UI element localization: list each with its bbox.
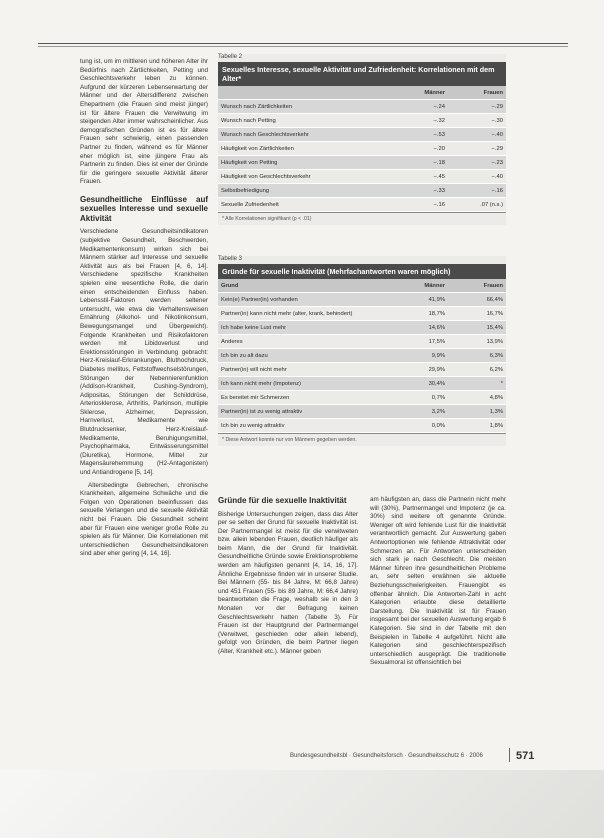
left-paragraph-1: tung ist, um im mittleren und höheren Alter ihr Bedürfnis nach Zärtlichkeiten, Petting und Geschlechtsverkehr leben zu können. Aufgrund der kürzeren Lebenserwartung der Männer und der Altersdifferenz zwischen Ehepartnern (die Frauen sind meist jünger) ist für ältere Frauen die Verwitwung im steigenden Alter immer wahrscheinlicher. Aus demografischen Gründen ist es für ältere Frauen sehr schwierig, einen passenden Partner zu finden, während es für Männer eher möglich ist, eine jüngere Frau als Partnerin zu finden. Dies ist einer der Gründe für die geringere sexuelle Aktivität älterer Frauen. (80, 58, 208, 186)
men-value: 0,7% (390, 391, 448, 405)
header-rule-thin (38, 46, 568, 47)
middle-column (218, 496, 358, 661)
men-value: 0,0% (390, 419, 448, 433)
table-row (218, 405, 506, 419)
table-row (218, 419, 506, 433)
table-2-grid (218, 86, 506, 212)
table-3 (218, 256, 506, 446)
table-2-header-label (218, 86, 390, 100)
table-row (218, 363, 506, 377)
page-number: 571 (516, 750, 535, 762)
table-row (218, 321, 506, 335)
table-2-title: Sexuelles Interesse, sexuelle Aktivität und Zufriedenheit: Korrelationen mit dem Alter* (218, 62, 506, 86)
row-label: Ich habe keine Lust mehr (218, 321, 390, 335)
row-label: Ich kann nicht mehr (Impotenz) (218, 377, 390, 391)
women-value: 4,8% (448, 391, 506, 405)
table-row (218, 170, 506, 184)
table-3-footnote: * Diese Antwort konnte nur von Männern gegeben werden. (218, 433, 506, 446)
footer-divider (509, 748, 510, 762)
table-2-header-women: Frauen (448, 86, 506, 100)
right-paragraph: am häufigsten an, dass die Partnerin nicht mehr will (30%), Partnermangel und Impotenz (je ca. 30%) sind weitere oft genannte Gründe. Weniger oft wird fehlende Lust für die Inaktivität verantwortlich gemacht. Zur Auswertung gaben Antwortoptionen wie fehlende Attraktivität oder Schmerzen an. Für Antworten unterscheiden sich stark je nach Geschlecht. Die meisten Männer führen ihre gesundheitlichen Probleme an, sehr selten erwähnen sie aktuelle Beziehungsschwierigkeiten. Frauengibt es offenbar ähnlich. Die Antworten-Zahl in acht Kategorien erlaubte diese detaillierte Darstellung. Die Inaktivität ist für Frauen insgesamt bei der sexuellen Auswertung ergab 6 Kategorien. Sie sind in der Tabelle mit den Beispielen in Tabelle 4 aufgeführt. Nicht alle Kategorien sind geschlechterspezifisch unterschiedlich ausgeprägt. Die traditionelle Sexualmoral ist offensichtlich bei (370, 496, 506, 667)
row-label: Partner(in) ist zu wenig attraktiv (218, 405, 390, 419)
women-value: −.40 (448, 170, 506, 184)
men-value: −.18 (390, 156, 448, 170)
table-row (218, 198, 506, 212)
left-column (80, 58, 208, 563)
women-value: 6,3% (448, 349, 506, 363)
table-row (218, 156, 506, 170)
women-value: −.16 (448, 184, 506, 198)
table-3-header-women: Frauen (448, 279, 506, 293)
women-value: 1,3% (448, 405, 506, 419)
men-value: 29,9% (390, 363, 448, 377)
table-row (218, 391, 506, 405)
scan-margin (0, 770, 604, 838)
table-row (218, 335, 506, 349)
left-paragraph-3: Altersbedingte Gebrechen, chronische Krankheiten, allgemeine Schwäche und die Folgen von Operationen beeinflussen das sexuelle Verlangen und die sexuelle Aktivität nicht bei Frauen. Die Gesundheit scheint aber für Frauen eine weniger große Rolle zu spielen als für Männer. Die Korrelationen mit unterschiedlichen Gesundheitsindikatoren sind aber eher gering [4, 14, 16]. (80, 481, 208, 558)
men-value: 30,4% (390, 377, 448, 391)
men-value: −.32 (390, 114, 448, 128)
row-label: Wunsch nach Geschlechtsverkehr (218, 128, 390, 142)
table-row (218, 293, 506, 307)
table-2 (218, 54, 506, 225)
table-2-footnote: * Alle Korrelationen signifikant (p < .01) (218, 212, 506, 225)
women-value: 13,9% (448, 335, 506, 349)
table-row (218, 307, 506, 321)
table-3-title: Gründe für sexuelle Inaktivität (Mehrfachantworten waren möglich) (218, 264, 506, 279)
women-value: −.29 (448, 142, 506, 156)
row-label: Häufigkeit von Zärtlichkeiten (218, 142, 390, 156)
left-paragraph-2: Verschiedene Gesundheitsindikatoren (subjektive Gesundheit, Beschwerden, Medikamentenkonsum) wirken sich bei Männern stärker auf Interesse und sexuelle Aktivität aus als bei Frauen [4, 6, 14]. Verschiedene spezifische Krankheiten spielen eine wesentliche Rolle, die darin einen entscheidenden Einfluss haben. Lebensstil-Faktoren werden seltener untersucht, wie etwa die Verhaltensweisen Ernährung (Alkohol- und Nikotinkonsum, Bewegungsmangel und Übergewicht). Folgende Krankheiten und Risikofaktoren werden mit Libidoverlust und Erektionsstörungen in Verbindung gebracht: Herz-Kreislauf-Erkrankungen, Bluthochdruck, Diabetes mellitus, Fettstoffwechselstörungen, Störungen der Nebennierenfunktion (Addison-Krankheit, Cushing-Syndrom), Adipositas, Störungen der Schilddrüse, Arteriosklerose, Arthritis, Parkinson, multiple Sklerose, Alzheimer, Depression, Harnverlust, Medikamente wie Blutdrucksenker, Herz-Kreislauf-Medikamente, Beruhigungsmittel, Psychopharmaka, Entwässerungsmittel (Diuretika), Hormone, Mittel zur Magensäurehemmung (H2-Antagonisten) und Antiandrogene [5, 14]. (80, 228, 208, 477)
men-value: −.33 (390, 184, 448, 198)
table-3-header-label: Grund (218, 279, 390, 293)
table-2-header-men: Männer (390, 86, 448, 100)
women-value: 6,2% (448, 363, 506, 377)
men-value: 17,5% (390, 335, 448, 349)
row-label: Es bereitet mir Schmerzen (218, 391, 390, 405)
table-row (218, 349, 506, 363)
women-value: 66,4% (448, 293, 506, 307)
table-3-header-men: Männer (390, 279, 448, 293)
women-value: −.30 (448, 114, 506, 128)
table-3-caption: Tabelle 3 (218, 256, 243, 262)
row-label: Partner(in) will nicht mehr (218, 363, 390, 377)
men-value: −.45 (390, 170, 448, 184)
women-value: 1,8% (448, 419, 506, 433)
header-rule (38, 43, 568, 44)
table-row (218, 100, 506, 114)
section-heading-reasons: Gründe für die sexuelle Inaktivität (218, 496, 347, 505)
table-2-caption: Tabelle 2 (218, 54, 243, 60)
women-value: 15,4% (448, 321, 506, 335)
right-column (370, 496, 506, 672)
men-value: −.16 (390, 198, 448, 212)
men-value: 41,9% (390, 293, 448, 307)
men-value: −.24 (390, 100, 448, 114)
table-row (218, 128, 506, 142)
row-label: Ich bin zu alt dazu (218, 349, 390, 363)
table-row (218, 377, 506, 391)
middle-paragraph: Bisherige Untersuchungen zeigen, dass das Alter per se selten der Grund für sexuelle Inaktivität ist. Der Partnermangel ist meist für die verwitweten bzw. allein lebenden Frauen, deutlich häufiger als beim Mann, die der Grund für Inaktivität. Gesundheitliche Gründe sowie Erektionsprobleme werden am häufigsten genannt [4, 14, 16, 17]. Ähnliche Ergebnisse finden wir in unserer Studie. Bei Männern (55- bis 84 Jahre, M: 66,8 Jahre) und 451 Frauen (55- bis 89 Jahre, M: 66,4 Jahre) beantworteten die Frage, weshalb sie in den 3 Monaten vor der Befragung keinen Geschlechtsverkehr hatten (Tabelle 3). Für Frauen ist der Hauptgrund der Partnermangel (Verwitwet, geschieden oder allein lebend), gefolgt von Gründen, die beim Partner liegen (Alter, Krankheit etc.). Männer geben (218, 510, 359, 655)
women-value: −.29 (448, 100, 506, 114)
table-3-grid (218, 279, 506, 433)
men-value: 14,6% (390, 321, 448, 335)
row-label: Partner(in) kann nicht mehr (alter, krank, behindert) (218, 307, 390, 321)
row-label: Kein(e) Partner(in) vorhanden (218, 293, 390, 307)
table-row (218, 114, 506, 128)
row-label: Ich bin zu wenig attraktiv (218, 419, 390, 433)
men-value: 9,9% (390, 349, 448, 363)
women-value: .07 (n.s.) (448, 198, 506, 212)
men-value: −.53 (390, 128, 448, 142)
women-value: −.40 (448, 128, 506, 142)
men-value: −.20 (390, 142, 448, 156)
men-value: 3,2% (390, 405, 448, 419)
women-value: −.23 (448, 156, 506, 170)
women-value: * (448, 377, 506, 391)
section-heading-health: Gesundheitliche Einflüsse auf sexuelles Interesse und sexuelle Aktivität (80, 194, 208, 223)
row-label: Häufigkeit von Geschlechtsverkehr (218, 170, 390, 184)
row-label: Anderes (218, 335, 390, 349)
row-label: Sexuelle Zufriedenheit (218, 198, 390, 212)
table-row (218, 142, 506, 156)
row-label: Selbstbefriedigung (218, 184, 390, 198)
row-label: Wunsch nach Petting (218, 114, 390, 128)
row-label: Häufigkeit von Petting (218, 156, 390, 170)
row-label: Wunsch nach Zärtlichkeiten (218, 100, 390, 114)
table-row (218, 184, 506, 198)
women-value: 16,7% (448, 307, 506, 321)
journal-footer: Bundesgesundheitsbl · Gesundheitsforsch · Gesundheitsschutz 6 · 2006 (290, 753, 483, 759)
men-value: 18,7% (390, 307, 448, 321)
